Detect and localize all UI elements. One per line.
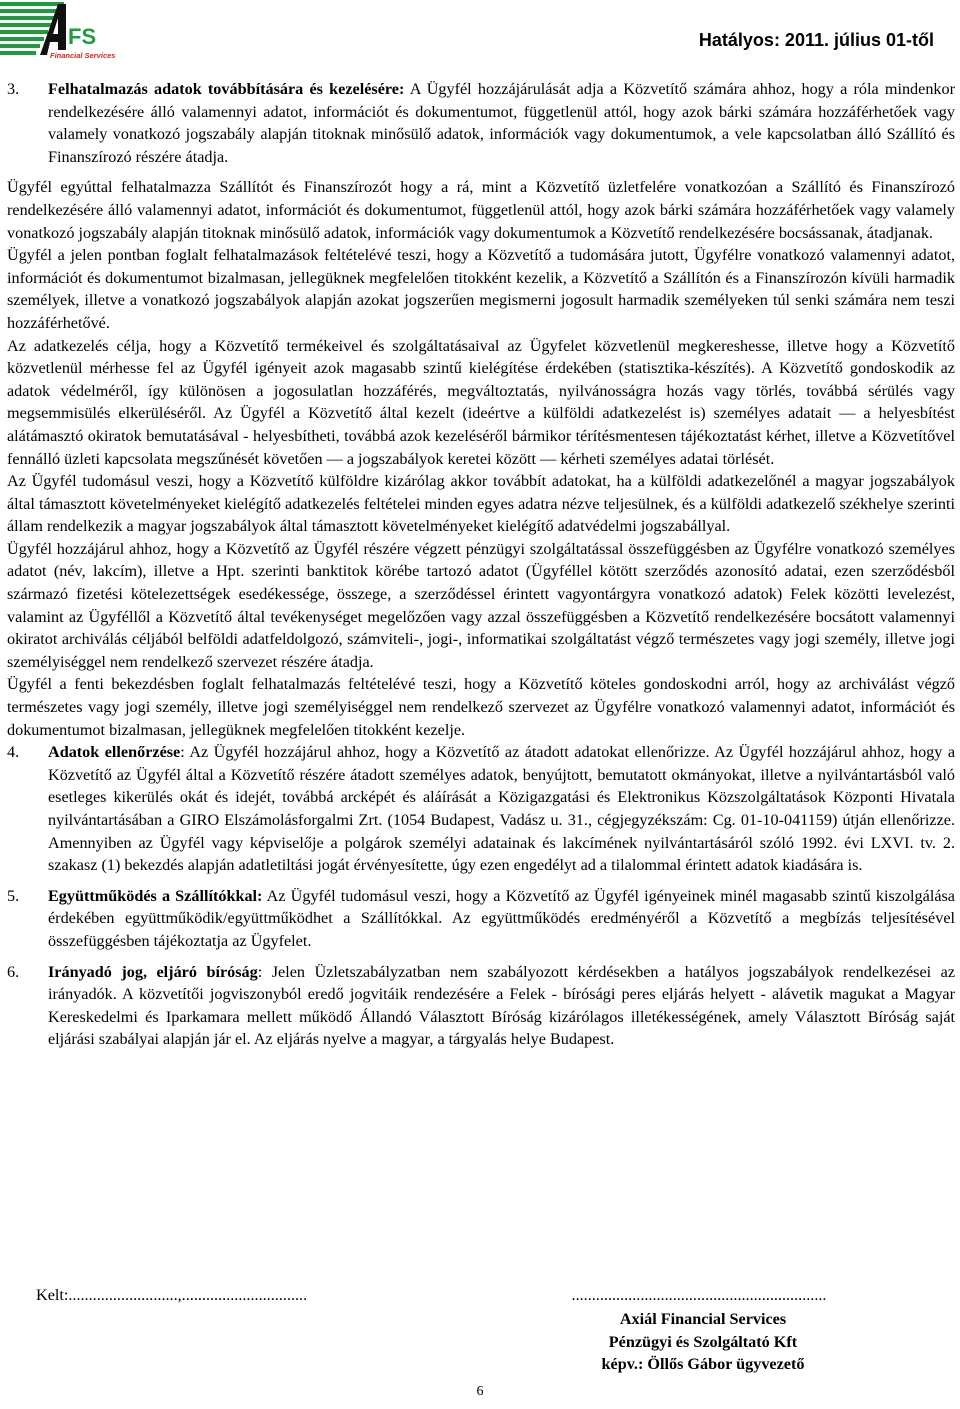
company-name: Axiál Financial Services [619, 1310, 787, 1328]
section-text: : Az Ügyfél hozzájárul ahhoz, hogy a Közvetítő az átadott adatokat ellenőrizze. Az Ügyfél hozzájárul ahhoz, hogy a Közvetítő az Ügyfél által a Közvetítő részére átadott személyes adatok, benyújtott, bemutatott okmányokat, illetve a nyilvántartásból való esetleges kikerülés okát és idejét, továbbá arcképét és aláírását a Közigazgatási és Elektronikus Közszolgáltatások Központi Hivatala nyilvántartásában a GIRO Elszámolásforgalmi Zrt. (1054 Budapest, Vadász u. 31., cégjegyzékszám: Cg. 01-10-041159) útján ellenőrizze. Amennyiben az Ügyfél vagy képviselője a polgárok személyi adatainak és lakcímének nyilvántartásáról szóló 1992. évi LXVI. tv. 2. szakasz (1) bekezdés alapján adatletiltási jogát érvényesítette, úgy ezen engedélyt ad a tilalommal érintett adatok kiadására is. [48, 743, 955, 875]
svg-text:FS: FS [68, 24, 97, 49]
section-4 [7, 741, 955, 877]
effective-date: Hatályos: 2011. július 01-től [698, 30, 934, 50]
paragraph: Az adatkezelés célja, hogy a Közvetítő termékeivel és szolgáltatásaival az Ügyfelet közvetlenül megkereshesse, illetve hogy a Közvetítő közvetlenül mérhesse fel az Ügyfél igényeit azok magasabb szintű kielégítése érdekében (statisztika-készítés). A Közvetítő gondoskodik az adatok védelméről, így különösen a jogosulatlan hozzáférés, megváltoztatás, nyilvánosságra hozás vagy törlés, továbbá sérülés vagy megsemmisülés elkerüléséről. Az Ügyfél a Közvetítő által kezelt (ideértve a külföldi adatkezelést is) személyes adatait — a helyesbítést alátámasztó okiratok bemutatásával - helyesbítheti, továbbá azok kezeléséről bármikor térítésmentesen tájékoztatást kérhet, illetve a Közvetítővel fennálló üzleti kapcsolata megszűnését követően — a jogszabályok keretei között — kérheti személyes adatai törlését. [7, 336, 955, 468]
date-place-line: Kelt:...........................,............................... [36, 1286, 308, 1304]
section-text: : Jelen Üzletszabályzatban nem szabályozott kérdésekben a hatályos jogszabályok rendelkezései az irányadók. A közvetítői jogviszonyból eredő jogvitáik rendezésére a Felek - bírósági peres eljárás helyett - alávetik magukat a Magyar Kereskedelmi és Iparkamara mellett működő Állandó Választott Bíróság kizárólagos illetékességének, amely Választott Bíróság saját eljárási szabályai alapján jár el. Az eljárás nyelve a magyar, a tárgyalás helye Budapest. [48, 962, 956, 1049]
paragraph: Ügyfél egyúttal felhatalmazza Szállítót és Finanszírozót hogy a rá, mint a Közvetítő üzletfelére vonatkozóan a Szállító és Finanszírozó rendelkezésére álló valamennyi adatot, információt és dokumentumot, függetlenül attól, hogy azok bárki számára hozzáférhetőek vagy valamely vonatkozó jogszabály alapján titoknak minősülő adatok, információk vagy dokumentumok a Közvetítő rendelkezésére bocsássanak, átadjanak. [7, 178, 955, 242]
page-number: 6 [476, 1384, 484, 1399]
section-number: 3. [7, 80, 20, 98]
section-text: Az Ügyfél tudomásul veszi, hogy a Közvetítő az Ügyfél igényeinek minél magasabb szintű kiszolgálása érdekében együttműködik/együttműködhet a Szállítókkal. Az együttműködés eredményéről a Közvetítő a megbízás teljesítésével összefüggésben tájékoztatja az Ügyfelet. [48, 886, 955, 950]
paragraph: Ügyfél a fenti bekezdésben foglalt felhatalmazás feltételévé teszi, hogy a Közvetítő köteles gondoskodni arról, hogy az archiválást végző természetes vagy jogi személy, illetve jogi személyiséggel nem rendelkező szervezet az Ügyfélre vonatkozó valamennyi adatot, információt és dokumentumot bizalmasan, jellegüknek megfelelően titokként kezelje. [7, 675, 955, 739]
section-number: 4. [7, 743, 20, 762]
section-3 [7, 78, 955, 168]
section-text: A Ügyfél hozzájárulását adja a Közvetítő számára ahhoz, hogy a róla mindenkor rendelkezésére álló valamennyi adatot, információt és dokumentumot, függetlenül attól, hogy azok bárki számára hozzáférhetőek vagy valamely vonatkozó jogszabály alapján titoknak minősülő adatok, információk vagy dokumentumok, a vele kapcsolatban álló Szállító és Finanszírozó részére átadja. [48, 80, 955, 166]
section-title: Adatok ellenőrzése [48, 743, 181, 762]
company-type: Pénzügyi és Szolgáltató Kft [608, 1332, 798, 1351]
signature-line: ............................................................... [571, 1286, 827, 1304]
company-logo [0, 0, 120, 62]
section-6 [7, 961, 955, 1051]
representative: képv.: Öllős Gábor ügyvezető [601, 1355, 805, 1374]
paragraph: Ügyfél hozzájárul ahhoz, hogy a Közvetítő az Ügyfél részére végzett pénzügyi szolgáltatással összefüggésben az Ügyfélre vonatkozó személyes adatot (név, lakcím), illetve a Hpt. szerinti banktitok körébe tartozó adatot (Ügyféllel kötött szerződés azonosító adatai, ezen szerződésből származó fizetési kötelezettségek esedékessége, összege, a szerződéssel érintett vagyontárgyra vonatkozó adatok) Felek közötti levelezést, valamint az Ügyféllől a Közvetítő által tevékenységet megelőzően vagy azzal összefüggésben a Közvetítő rendelkezésére bocsátott valamennyi okiratot archiválás céljából belföldi adatfeldolgozó, számviteli-, jogi-, informatikai szolgáltatást végző természetes vagy jogi személy, illetve jogi személyiséggel nem rendelkező szervezet részére átadja. [7, 539, 955, 671]
paragraph: Ügyfél a jelen pontban foglalt felhatalmazások feltételévé teszi, hogy a Közvetítő a tudomására jutott, Ügyfélre vonatkozó valamennyi adatot, információt és dokumentumot bizalmasan, jellegüknek megfelelően titokként kezelik, a Közvetítő a Szállítón és a Finanszírozón kívüli harmadik személyek, illetve a vonatkozó jogszabályok alapján azokat jogszerűen megismerni jogosult harmadik személyeken túl senki számára nem teszi hozzáférhetővé. [7, 246, 955, 332]
logo-subtitle: Financial Services [50, 51, 116, 60]
signatory [570, 1308, 836, 1376]
section-5 [7, 885, 955, 953]
section-title: Felhatalmazás adatok továbbítására és kezelésére: [48, 80, 405, 98]
paragraph: Az Ügyfél tudomásul veszi, hogy a Közvetítő külföldre kizárólag akkor továbbít adatokat, ha a külföldi adatkezelőnél a magyar jogszabályok által támasztott követelményeket kielégítő adatkezelés feltételei minden egyes adatra nézve teljesülnek, és a külföldi adatkezelő székhelye szerinti állam rendelkezik a magyar jogszabályok által támasztott követelményeket kielégítő adatvédelmi jogszabállyal. [7, 472, 955, 536]
document-body [7, 78, 955, 1051]
section-title: Együttműködés a Szállítókkal: [48, 886, 263, 905]
section-number: 5. [7, 886, 20, 905]
section-title: Irányadó jog, eljáró bíróság [48, 962, 258, 981]
section-number: 6. [7, 962, 20, 981]
